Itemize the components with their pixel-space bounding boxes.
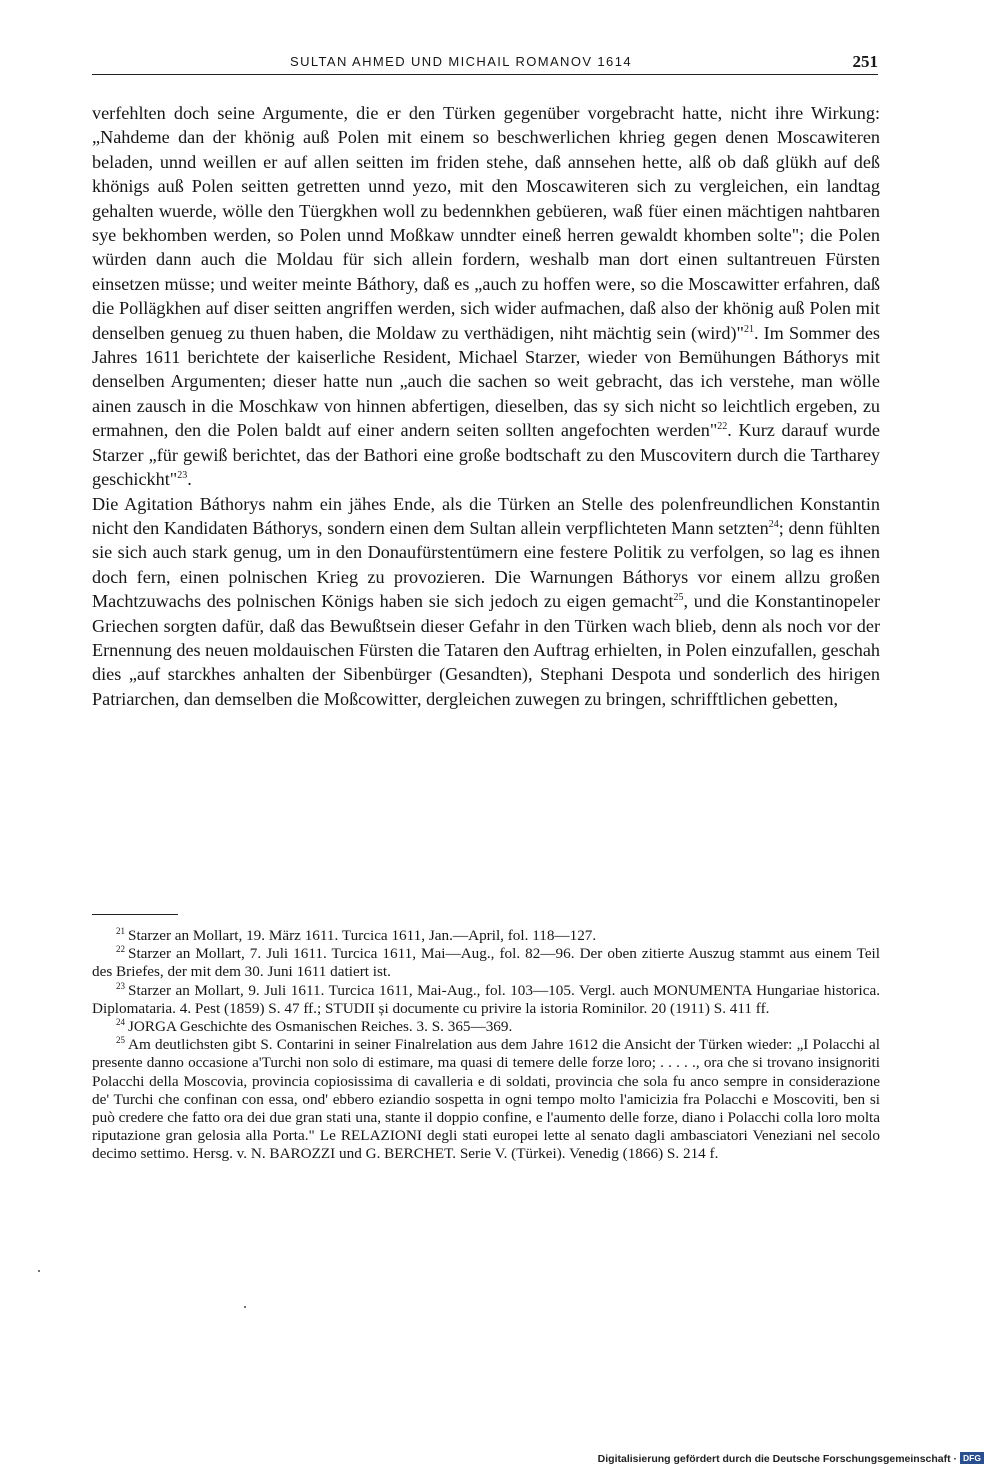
main-text — [92, 101, 880, 711]
footnote-ref-23: 23 — [177, 470, 188, 482]
footnote-22 — [92, 945, 880, 981]
footnote-text: JORGA Geschichte des Osmanischen Reiches. 3. S. 365—369. — [128, 1018, 513, 1036]
running-title: SULTAN AHMED UND MICHAIL ROMANOV 1614 — [290, 54, 632, 69]
footnote-ref-21: 21 — [743, 323, 754, 335]
paragraph-2-part-c: , und die Konstantinopeler Griechen sorgten dafür, daß das Bewußtsein dieser Gefahr in den Türken wach blieb, denn als noch vor der Ernennung des neuen moldauischen Fürsten die Tataren den Auftrag erhielten, in Polen einzufallen, geschah dies „auf starckhes anhalten der Sibenbürger (Gesandten), Stephani Despota und sonderlich des hirigen Patriarchen, dan demselben die Moßcowitter, dergleichen zuwegen zu bringen, schrifftlichen gebetten, — [92, 591, 881, 709]
dfg-logo: DFG — [960, 1452, 984, 1464]
footnote-number: 22 — [116, 944, 125, 955]
paragraph-2 — [92, 492, 880, 712]
footnote-number: 23 — [116, 980, 125, 991]
footnote-ref-24: 24 — [768, 518, 779, 530]
footnote-number: 24 — [116, 1016, 125, 1027]
footnote-text: Starzer an Mollart, 7. Juli 1611. Turcica 1611, Mai—Aug., fol. 82—96. Der oben zitierte Auszug stammt aus einem Teil des Briefes, der mit dem 30. Juni 1611 datiert ist. — [92, 945, 880, 981]
footnote-separator — [92, 914, 178, 915]
header-rule — [92, 74, 878, 75]
paragraph-2-part-b: ; denn fühlten sie sich auch stark genug, um in den Donaufürstentümern eine festere Politik zu verfolgen, so lag es ihnen doch fern, einen polnischen Krieg zu provozieren. Die Warnungen Báthorys vor einem allzu großen Machtzuwachs des polnischen Königs haben sie sich jedoch zu eigen gemacht — [92, 517, 880, 612]
footnote-ref-22: 22 — [717, 421, 728, 433]
paragraph-1-part-c: . Kurz darauf wurde Starzer „für gewiß berichtet, das der Bathori eine große bodtschaft zu den Muscovitern durch die Tartharey geschickht" — [92, 420, 880, 490]
scan-speck — [244, 1306, 246, 1308]
footnote-text: Am deutlichsten gibt S. Contarini in seiner Finalrelation aus dem Jahre 1612 die Ansicht der Türken wieder: „I Polacchi al presente danno occasione a'Turchi non solo di estimare, ma quasi di temere delle forze loro; . . . . ., ora che si trovano insignoriti Polacchi della Moscovia, provincia copiosissima di cavalleria e di soldati, provincia che sola fu anco sempre in considerazione de' Turchi che confinan con essa, ond' ebbero eziandio sospetta in ogni tempo molto l'amicizia fra Polacchi e Moscoviti, ben si può credere che fatto ora dei due gran stati una, stante il doppio confine, e l'aumento delle forze, diano i Polacchi colla loro molta riputazione gran gelosia alla Porta." Le RELAZIONI degli stati europei lette al senato dagli ambasciatori Veneziani nel secolo decimo settimo. Hersg. v. N. BAROZZI und G. BERCHET. Serie V. (Türkei). Venedig (1866) S. 214 f. — [92, 1036, 880, 1163]
paragraph-2-part-a: Die Agitation Báthorys nahm ein jähes Ende, als die Türken an Stelle des polenfreundlichen Konstantin nicht den Kandidaten Báthorys, sondern einen dem Sultan allein verpflichteten Mann setzten — [92, 493, 880, 538]
footnote-ref-25: 25 — [673, 592, 684, 604]
footnotes — [92, 927, 880, 1164]
footnote-24 — [92, 1018, 880, 1036]
footnote-25 — [92, 1036, 880, 1163]
page-header — [92, 52, 878, 74]
paragraph-1-part-d: . — [187, 469, 192, 490]
page-number: 251 — [852, 52, 878, 71]
scan-speck — [38, 1270, 40, 1272]
paragraph-1-part-b: . Im Sommer des Jahres 1611 berichtete der kaiserliche Resident, Michael Starzer, wieder von Bemühungen Báthorys mit denselben Argumenten; dieser hatte nun „auch die sachen so weit gebracht, das ich verstehe, man wölle ainen zausch in die Moschkaw von hinnen abfertigen, dieselben, das sy sich nicht so leichtlich ergeben, zu ermahnen, den die Polen baldt auf einer andern seiten sollten angefochten werden" — [92, 322, 880, 441]
paragraph-1-part-a: verfehlten doch seine Argumente, die er den Türken gegenüber vorgebracht hatte, nicht ihre Wirkung: „Nahdeme dan der khönig auß Polen mit einem so beschwerlichen khrieg gegen denen Moscawiteren beladen, unnd weillen er auf allen seitten im friden stehe, daß annsehen hette, alß ob daß glükh auf deß khönigs auß Polen seitten getretten unnd yezo, mit den Moscawiteren sich zu vergleichen, ein landtag gehalten wuerde, wölle den Tüergkhen woll zu bedennkhen gebüeren, waß füer einen mächtigen nahtbaren sye bekhomben werden, so Polen unnd Moßkaw unndter eineß herren gewaldt khomben solte"; die Polen würden dann auch die Moldau für sich allein fordern, weshalb man dort einen sultantreuen Fürsten einsetzen müsse; und weiter meinte Báthory, daß es „auch zu hoffen were, so die Moscawitter erfahren, daß die Pollägkhen auf diser seitten angriffen werden, sich wider aufmachen, daß also der khönig auß Polen mit denselben genueg zu thuen haben, die Moldaw zu verthädigen, niht mächtig sein (wird)" — [92, 103, 880, 343]
footnote-number: 21 — [116, 925, 125, 936]
footnote-23 — [92, 982, 880, 1018]
digitization-credit — [598, 1452, 984, 1465]
credit-text: Digitalisierung gefördert durch die Deutsche Forschungsgemeinschaft · — [597, 1453, 958, 1465]
footnote-21 — [92, 927, 880, 945]
paragraph-1 — [92, 101, 880, 492]
footnote-number: 25 — [116, 1035, 125, 1046]
footnote-text: Starzer an Mollart, 19. März 1611. Turcica 1611, Jan.—April, fol. 118—127. — [128, 927, 597, 944]
footnote-text: Starzer an Mollart, 9. Juli 1611. Turcica 1611, Mai-Aug., fol. 103—105. Vergl. auch MONUMENTA Hungariae historica. Diplomataria. 4. Pest (1859) S. 47 ff.; STUDII și documente cu privire la istoria Rominilor. 20 (1911) S. 411 ff. — [92, 981, 880, 1017]
